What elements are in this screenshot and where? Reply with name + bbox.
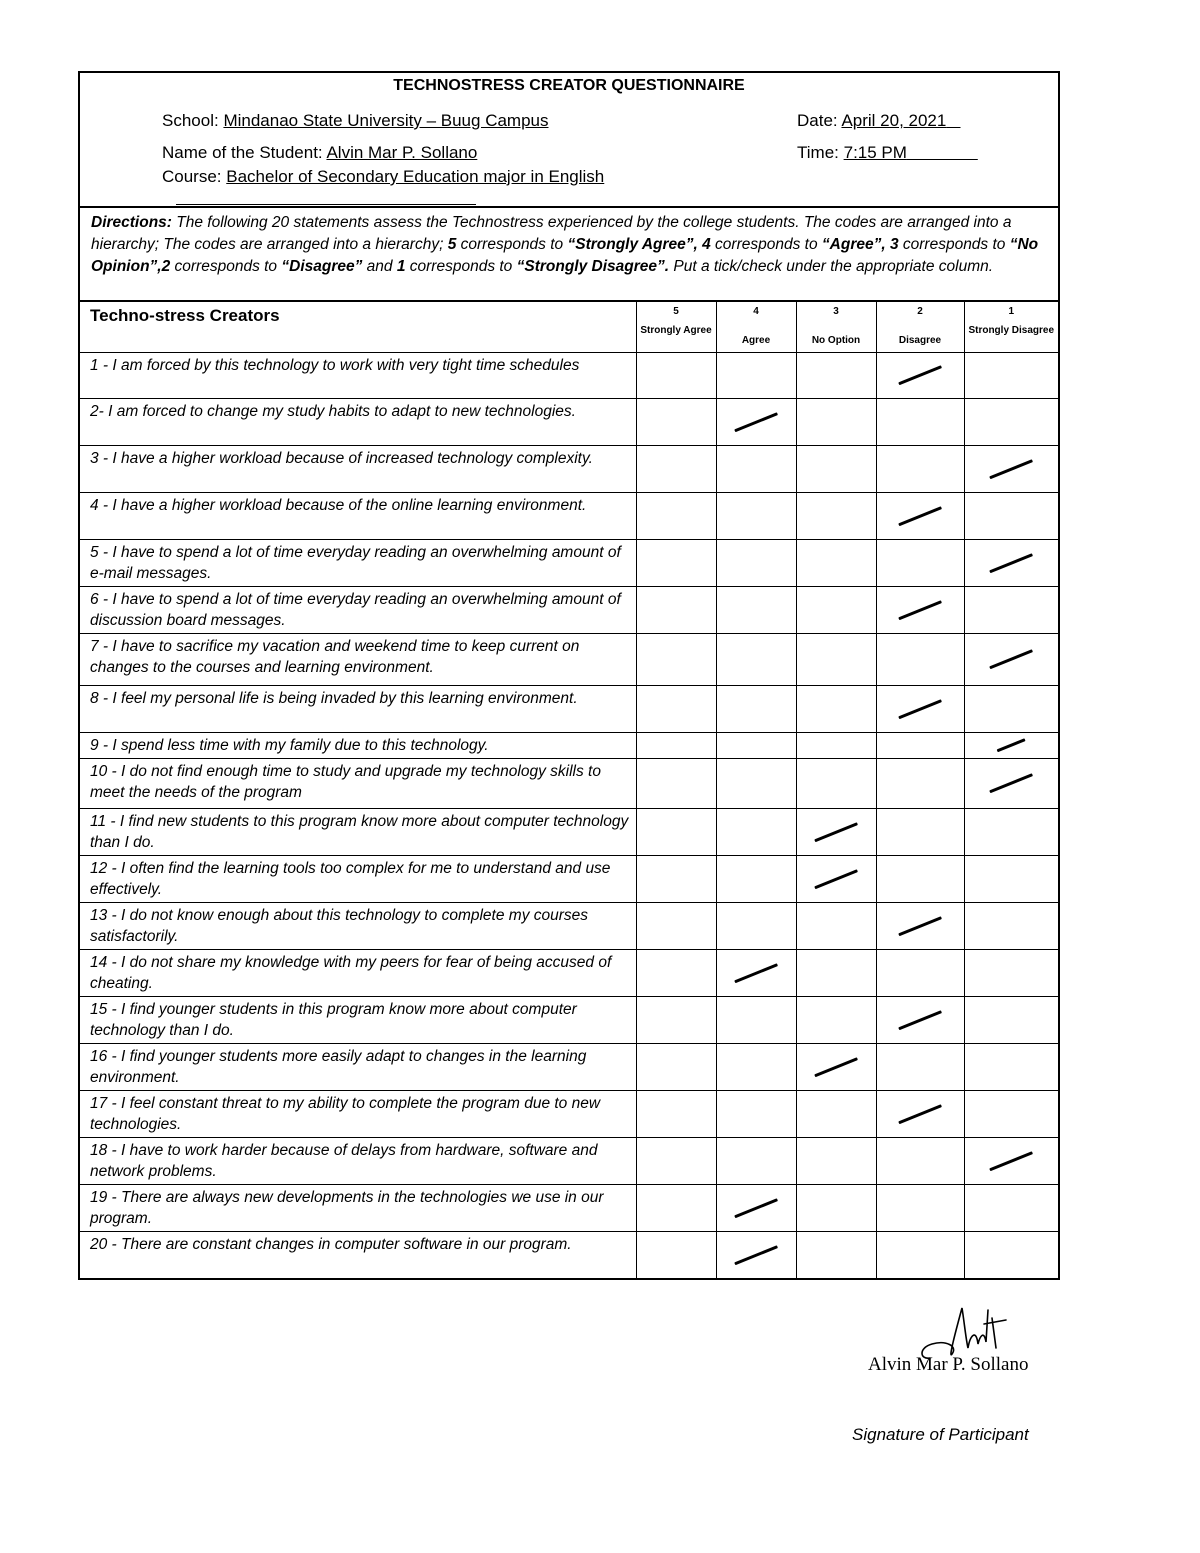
code-agree: “Agree”, 3 xyxy=(821,236,899,253)
check-mark xyxy=(989,553,1033,573)
rating-cell-4[interactable] xyxy=(716,586,796,633)
rating-cell-4[interactable] xyxy=(716,758,796,808)
rating-cell-5[interactable] xyxy=(636,855,716,902)
rating-cell-5[interactable] xyxy=(636,902,716,949)
rating-cell-1[interactable] xyxy=(964,1137,1058,1184)
statement-text: 1 - I am forced by this technology to work with very tight time schedules xyxy=(80,352,636,398)
rating-cell-5[interactable] xyxy=(636,758,716,808)
check-mark xyxy=(898,365,942,385)
column-number: 3 xyxy=(833,306,839,317)
table-row xyxy=(80,398,1058,445)
rating-cell-4[interactable] xyxy=(716,949,796,996)
rating-cell-3[interactable] xyxy=(796,1090,876,1137)
rating-cell-4[interactable] xyxy=(716,1043,796,1090)
statement-text: 18 - I have to work harder because of delays from hardware, software and network problems. xyxy=(80,1137,636,1184)
rating-cell-2[interactable] xyxy=(876,586,964,633)
rating-cell-5[interactable] xyxy=(636,398,716,445)
rating-cell-3[interactable] xyxy=(796,996,876,1043)
check-mark xyxy=(989,773,1033,793)
statement-text: 9 - I spend less time with my family due to this technology. xyxy=(80,732,636,758)
directions xyxy=(80,208,1058,302)
rating-cell-2[interactable] xyxy=(876,1231,964,1278)
course-value: Bachelor of Secondary Education major in English xyxy=(226,167,605,186)
rating-cell-5[interactable] xyxy=(636,1184,716,1231)
time-value: 7:15 PM xyxy=(843,143,907,162)
table-row xyxy=(80,539,1058,586)
column-number: 1 xyxy=(1008,306,1015,317)
statement-text: 8 - I feel my personal life is being invaded by this learning environment. xyxy=(80,685,636,732)
rating-cell-5[interactable] xyxy=(636,586,716,633)
rating-cell-3[interactable] xyxy=(796,539,876,586)
rating-cell-3[interactable] xyxy=(796,949,876,996)
check-mark xyxy=(814,869,858,889)
check-mark xyxy=(898,1104,942,1124)
questionnaire-header xyxy=(80,73,1058,208)
technostress-table xyxy=(80,302,1058,1278)
rating-cell-4[interactable] xyxy=(716,633,796,685)
rating-cell-3[interactable] xyxy=(796,902,876,949)
rating-cell-1[interactable] xyxy=(964,445,1058,492)
rating-cell-2[interactable] xyxy=(876,685,964,732)
table-row xyxy=(80,732,1058,758)
rating-cell-1[interactable] xyxy=(964,1090,1058,1137)
rating-cell-5[interactable] xyxy=(636,949,716,996)
statement-text: 20 - There are constant changes in computer software in our program. xyxy=(80,1231,636,1278)
student-name-label: Name of the Student: xyxy=(162,143,323,162)
column-header-3 xyxy=(796,302,876,352)
rating-cell-4[interactable] xyxy=(716,539,796,586)
rating-cell-4[interactable] xyxy=(716,1090,796,1137)
statement-text: 4 - I have a higher workload because of the online learning environment. xyxy=(80,492,636,539)
rating-cell-1[interactable] xyxy=(964,1043,1058,1090)
table-row xyxy=(80,949,1058,996)
code-disagree: “Disagree” xyxy=(281,258,363,275)
rating-cell-2[interactable] xyxy=(876,949,964,996)
rating-cell-4[interactable] xyxy=(716,445,796,492)
check-mark xyxy=(814,822,858,842)
rating-cell-5[interactable] xyxy=(636,1043,716,1090)
column-header-4 xyxy=(716,302,796,352)
table-row xyxy=(80,1090,1058,1137)
check-mark xyxy=(734,412,778,432)
code-strongly-agree: “Strongly Agree”, 4 xyxy=(567,236,711,253)
rating-cell-1[interactable] xyxy=(964,492,1058,539)
rating-cell-3[interactable] xyxy=(796,808,876,855)
date-line xyxy=(797,111,961,131)
course-line xyxy=(162,167,622,186)
rating-cell-1[interactable] xyxy=(964,758,1058,808)
check-mark xyxy=(734,963,778,983)
rating-cell-2[interactable] xyxy=(876,1184,964,1231)
code-1: 1 xyxy=(396,258,406,275)
check-mark xyxy=(989,649,1033,669)
rating-cell-2[interactable] xyxy=(876,398,964,445)
rating-cell-4[interactable] xyxy=(716,902,796,949)
table-row xyxy=(80,1231,1058,1278)
time-label: Time: xyxy=(797,143,839,162)
student-name-line xyxy=(162,143,477,163)
table-header-row xyxy=(80,302,1058,352)
rating-cell-5[interactable] xyxy=(636,1231,716,1278)
rating-cell-2[interactable] xyxy=(876,492,964,539)
check-mark xyxy=(734,1245,778,1265)
rating-cell-5[interactable] xyxy=(636,633,716,685)
rating-cell-4[interactable] xyxy=(716,808,796,855)
statement-text: 5 - I have to spend a lot of time everyday reading an overwhelming amount of e-mail messages. xyxy=(80,539,636,586)
rating-cell-1[interactable] xyxy=(964,855,1058,902)
rating-cell-2[interactable] xyxy=(876,1090,964,1137)
table-row xyxy=(80,855,1058,902)
statement-text: 10 - I do not find enough time to study and upgrade my technology skills to meet the needs of the program xyxy=(80,758,636,808)
column-header-2 xyxy=(876,302,964,352)
rating-cell-2[interactable] xyxy=(876,445,964,492)
statement-text: 17 - I feel constant threat to my ability to complete the program due to new technologies. xyxy=(80,1090,636,1137)
column-header-5 xyxy=(636,302,716,352)
rating-cell-2[interactable] xyxy=(876,758,964,808)
rating-cell-4[interactable] xyxy=(716,1137,796,1184)
rating-cell-4[interactable] xyxy=(716,996,796,1043)
rating-cell-4[interactable] xyxy=(716,352,796,398)
rating-cell-4[interactable] xyxy=(716,732,796,758)
rating-cell-5[interactable] xyxy=(636,539,716,586)
rating-cell-1[interactable] xyxy=(964,1231,1058,1278)
rating-cell-4[interactable] xyxy=(716,1184,796,1231)
table-row xyxy=(80,902,1058,949)
rating-cell-3[interactable] xyxy=(796,633,876,685)
statement-text: 3 - I have a higher workload because of increased technology complexity. xyxy=(80,445,636,492)
table-row xyxy=(80,685,1058,732)
rating-cell-2[interactable] xyxy=(876,996,964,1043)
rating-cell-5[interactable] xyxy=(636,1090,716,1137)
rating-cell-1[interactable] xyxy=(964,902,1058,949)
directions-text: Put a tick/check under the appropriate column. xyxy=(669,258,994,275)
rating-cell-2[interactable] xyxy=(876,855,964,902)
rating-cell-2[interactable] xyxy=(876,352,964,398)
course-underline xyxy=(176,204,476,205)
column-label: Strongly Disagree xyxy=(968,325,1055,336)
table-row xyxy=(80,492,1058,539)
table-row xyxy=(80,445,1058,492)
check-mark xyxy=(997,738,1026,752)
rating-cell-5[interactable] xyxy=(636,732,716,758)
rating-cell-3[interactable] xyxy=(796,685,876,732)
directions-text: corresponds to xyxy=(405,258,517,275)
statement-text: 15 - I find younger students in this program know more about computer technology than I do. xyxy=(80,996,636,1043)
time-line xyxy=(797,143,978,163)
check-mark xyxy=(898,1010,942,1030)
rating-cell-1[interactable] xyxy=(964,586,1058,633)
rating-cell-3[interactable] xyxy=(796,1231,876,1278)
rating-cell-5[interactable] xyxy=(636,492,716,539)
rating-cell-3[interactable] xyxy=(796,855,876,902)
rating-cell-4[interactable] xyxy=(716,855,796,902)
directions-text: and xyxy=(362,258,397,275)
rating-cell-4[interactable] xyxy=(716,492,796,539)
check-mark xyxy=(898,506,942,526)
rating-cell-1[interactable] xyxy=(964,539,1058,586)
code-strongly-disagree: “Strongly Disagree”. xyxy=(516,258,670,275)
directions-label: Directions: xyxy=(91,214,172,231)
table-row xyxy=(80,1043,1058,1090)
rating-cell-2[interactable] xyxy=(876,732,964,758)
table-row xyxy=(80,758,1058,808)
directions-text: The following 20 statements assess the Technostress experienced by the college students. The codes are arranged into a hierarchy; The codes are arranged into a hierarchy; xyxy=(91,214,1012,253)
rating-cell-1[interactable] xyxy=(964,352,1058,398)
column-label: No Option xyxy=(811,335,861,346)
rating-cell-1[interactable] xyxy=(964,633,1058,685)
column-number: 4 xyxy=(753,306,759,317)
school-label: School: xyxy=(162,111,219,130)
statement-text: 11 - I find new students to this program know more about computer technology than I do. xyxy=(80,808,636,855)
course-label: Course: xyxy=(162,167,222,186)
statement-text: 2- I am forced to change my study habits to adapt to new technologies. xyxy=(80,398,636,445)
rating-cell-1[interactable] xyxy=(964,398,1058,445)
rating-cell-3[interactable] xyxy=(796,732,876,758)
rating-cell-3[interactable] xyxy=(796,398,876,445)
rating-cell-1[interactable] xyxy=(964,732,1058,758)
column-label: Strongly Agree xyxy=(640,325,712,336)
table-row xyxy=(80,808,1058,855)
rating-cell-2[interactable] xyxy=(876,1043,964,1090)
rating-cell-1[interactable] xyxy=(964,949,1058,996)
statement-text: 6 - I have to spend a lot of time everyday reading an overwhelming amount of discussion board messages. xyxy=(80,586,636,633)
student-name-value: Alvin Mar P. Sollano xyxy=(326,143,478,162)
statement-text: 19 - There are always new developments in the technologies we use in our program. xyxy=(80,1184,636,1231)
check-mark xyxy=(898,600,942,620)
table-row xyxy=(80,352,1058,398)
rating-cell-4[interactable] xyxy=(716,685,796,732)
date-label: Date: xyxy=(797,111,838,130)
rating-cell-3[interactable] xyxy=(796,492,876,539)
signature-name: Alvin Mar P. Sollano xyxy=(868,1354,1029,1375)
rating-cell-1[interactable] xyxy=(964,685,1058,732)
statement-text: 7 - I have to sacrifice my vacation and weekend time to keep current on changes to the courses and learning environment. xyxy=(80,633,636,685)
rating-cell-1[interactable] xyxy=(964,808,1058,855)
rating-cell-1[interactable] xyxy=(964,1184,1058,1231)
check-mark xyxy=(734,1198,778,1218)
statement-text: 12 - I often find the learning tools too complex for me to understand and use effectively. xyxy=(80,855,636,902)
rating-cell-2[interactable] xyxy=(876,1137,964,1184)
check-mark xyxy=(898,916,942,936)
rating-cell-3[interactable] xyxy=(796,1184,876,1231)
check-mark xyxy=(989,459,1033,479)
column-number: 2 xyxy=(917,306,923,317)
directions-text: corresponds to xyxy=(898,236,1010,253)
rating-cell-2[interactable] xyxy=(876,633,964,685)
directions-text: corresponds to xyxy=(456,236,568,253)
statement-text: 14 - I do not share my knowledge with my peers for fear of being accused of cheating. xyxy=(80,949,636,996)
rating-cell-3[interactable] xyxy=(796,1137,876,1184)
rating-cell-5[interactable] xyxy=(636,352,716,398)
code-no-opinion: “No Opinion”,2 xyxy=(91,236,1039,275)
table-row xyxy=(80,1184,1058,1231)
rating-cell-3[interactable] xyxy=(796,352,876,398)
table-row xyxy=(80,633,1058,685)
check-mark xyxy=(898,699,942,719)
statement-text: 13 - I do not know enough about this technology to complete my courses satisfactorily. xyxy=(80,902,636,949)
school-value: Mindanao State University – Buug Campus xyxy=(223,111,549,130)
rating-cell-3[interactable] xyxy=(796,445,876,492)
column-header-1 xyxy=(964,302,1058,352)
code-5: 5 xyxy=(447,236,457,253)
rating-cell-5[interactable] xyxy=(636,996,716,1043)
rating-cell-2[interactable] xyxy=(876,902,964,949)
rating-cell-2[interactable] xyxy=(876,808,964,855)
statement-text: 16 - I find younger students more easily adapt to changes in the learning environment. xyxy=(80,1043,636,1090)
rating-cell-5[interactable] xyxy=(636,1137,716,1184)
rating-cell-3[interactable] xyxy=(796,586,876,633)
check-mark xyxy=(814,1057,858,1077)
date-value: April 20, 2021 xyxy=(841,111,947,130)
rating-cell-4[interactable] xyxy=(716,1231,796,1278)
check-mark xyxy=(989,1151,1033,1171)
school-line xyxy=(162,111,549,131)
directions-text: corresponds to xyxy=(170,258,282,275)
table-row xyxy=(80,586,1058,633)
rating-cell-5[interactable] xyxy=(636,685,716,732)
table-row xyxy=(80,996,1058,1043)
rating-cell-5[interactable] xyxy=(636,808,716,855)
rating-cell-1[interactable] xyxy=(964,996,1058,1043)
directions-text: corresponds to xyxy=(710,236,822,253)
page-title: TECHNOSTRESS CREATOR QUESTIONNAIRE xyxy=(393,77,745,94)
column-label: Disagree xyxy=(898,335,942,346)
signature-label: Signature of Participant xyxy=(852,1425,1029,1444)
column-header-statements: Techno-stress Creators xyxy=(80,302,636,352)
rating-cell-3[interactable] xyxy=(796,758,876,808)
rating-cell-4[interactable] xyxy=(716,398,796,445)
table-row xyxy=(80,1137,1058,1184)
questionnaire-frame xyxy=(78,71,1060,1280)
rating-cell-5[interactable] xyxy=(636,445,716,492)
column-label: Agree xyxy=(741,335,771,346)
rating-cell-2[interactable] xyxy=(876,539,964,586)
rating-cell-3[interactable] xyxy=(796,1043,876,1090)
column-number: 5 xyxy=(673,306,679,317)
